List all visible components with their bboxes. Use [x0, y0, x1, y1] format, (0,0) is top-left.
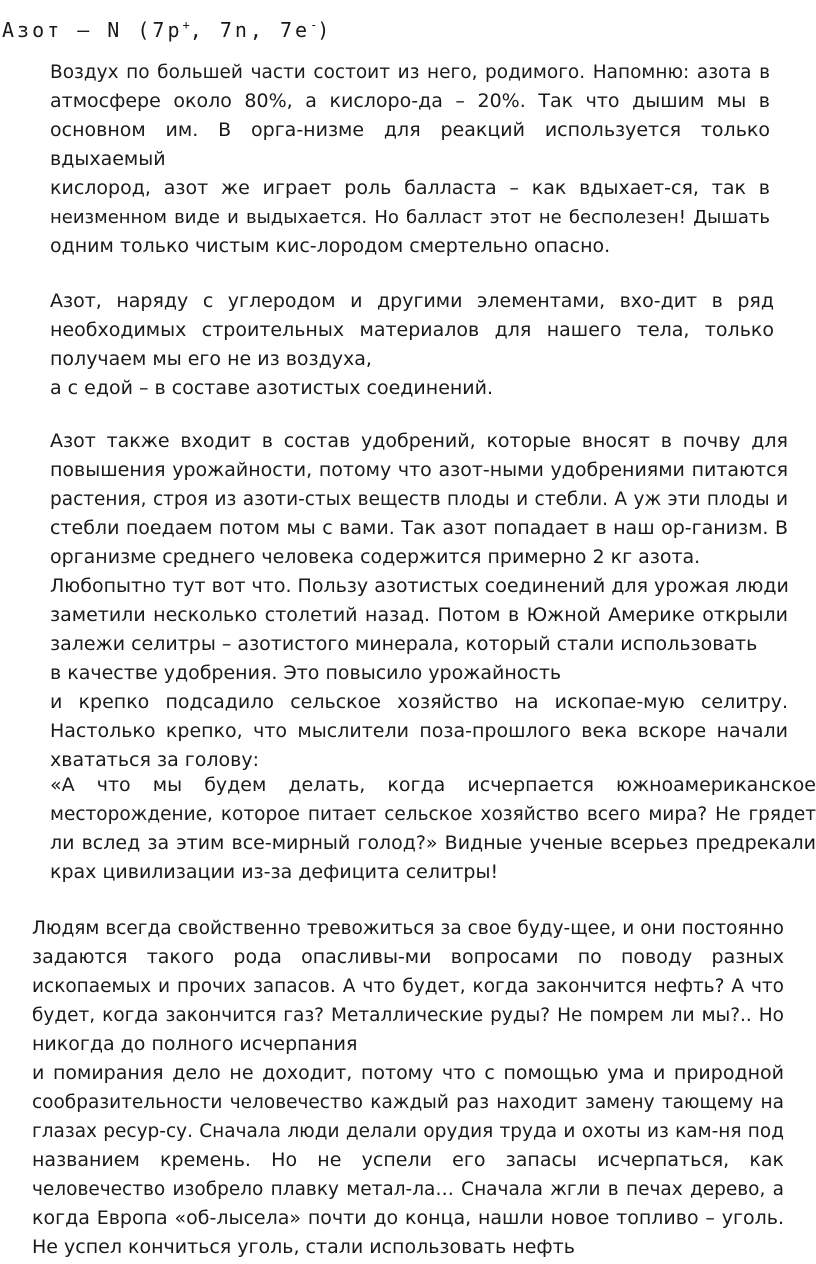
title-middle: , 7n, 7e	[189, 18, 311, 42]
text-line: Азот, наряду с углеродом и другими элементами, вхо-дит в ряд	[50, 290, 774, 312]
text-line: сообразительности человечество каждый раз находит замену тающему на	[32, 1092, 784, 1113]
document-title	[2, 12, 332, 43]
text-line: заметили несколько столетий назад. Потом в Южной Америке открыли	[50, 604, 788, 626]
title-plus-superscript: +	[182, 18, 190, 32]
text-line: стебли поедаем потом мы с вами. Так азот попадает в наш ор-ганизм. В	[50, 517, 788, 539]
text-line: атмосфере около 80%, а кислоро-да – 20%. Так что дышим мы в	[50, 90, 770, 112]
text-line: когда Европа «об-лысела» почти до конца, нашли новое топливо – уголь.	[32, 1207, 784, 1229]
paragraph-quote	[50, 771, 816, 887]
text-line: основном им. В орга-низме для реакций используется только	[50, 119, 770, 141]
title-minus-superscript: -	[310, 18, 318, 32]
text-line: глазах ресур-су. Сначала люди делали орудия труда и охоты из кам-ня под	[32, 1121, 784, 1142]
text-line: вдыхаемый	[50, 148, 166, 170]
text-line: залежи селитры – азотистого минерала, который стали использовать	[50, 633, 758, 655]
text-line: кислород, азот же играет роль балласта – как вдыхает-ся, так в	[50, 177, 770, 199]
text-line: необходимых строительных материалов для нашего тела, только	[50, 319, 774, 341]
text-line: человечество изобрело плавку метал-ла… Сначала жгли в печах дерево, а	[32, 1179, 784, 1200]
text-line: и помирания дело не доходит, потому что с помощью ума и природной	[32, 1062, 784, 1084]
title-prefix: Азот – N (7p	[2, 18, 183, 42]
text-line: получаем мы его не из воздуха,	[50, 348, 372, 370]
text-line: Любопытно тут вот что. Пользу азотистых соединений для урожая люди	[50, 575, 789, 597]
text-line: Не успел кончиться уголь, стали использовать нефть	[32, 1236, 575, 1258]
text-line: задаются такого рода опасливы-ми вопросами по поводу разных	[32, 946, 784, 968]
text-line: повышения урожайности, потому что азот-ными удобрениями питаются	[50, 459, 788, 481]
text-line: ископаемых и прочих запасов. А что будет, когда закончится нефть? А что	[32, 976, 784, 997]
text-line: и крепко подсадило сельское хозяйство на ископае-мую селитру.	[50, 691, 788, 713]
text-line: Воздух по большей части состоит из него, родимого. Напомню: азота в	[50, 62, 770, 83]
text-line: ли вслед за этим все-мирный голод?» Видные ученые всерьез предрекали	[50, 832, 816, 854]
text-line: Людям всегда свойственно тревожиться за свое буду-щее, и они постоянно	[32, 918, 784, 939]
paragraph-air-composition	[50, 58, 770, 261]
text-line: в качестве удобрения. Это повысило урожайность	[50, 662, 562, 684]
text-line: будет, когда закончится газ? Металлические руды? Не помрем ли мы?.. Но	[32, 1005, 784, 1026]
text-line: неизменном виде и выдыхается. Но балласт этот не бесполезен! Дышать	[50, 207, 770, 228]
paragraph-building-material	[50, 287, 774, 403]
text-line: крах цивилизации из-за дефицита селитры!	[50, 861, 499, 883]
paragraph-fertilizers	[50, 427, 788, 775]
text-line: никогда до полного исчерпания	[32, 1033, 358, 1055]
text-line: растения, строя из азоти-стых веществ плоды и стебли. А уж эти плоды и	[50, 489, 788, 510]
text-line: хвататься за голову:	[50, 749, 259, 771]
text-line: «А что мы будем делать, когда исчерпается южноамериканское	[50, 774, 816, 796]
text-line: Азот также входит в состав удобрений, которые вносят в почву для	[50, 430, 788, 452]
text-line: названием кремень. Но не успели его запасы исчерпаться, как	[32, 1149, 784, 1171]
title-suffix: )	[317, 18, 333, 42]
paragraph-resources	[32, 914, 784, 1262]
text-line: одним только чистым кис-лородом смертельно опасно.	[50, 235, 611, 257]
text-line: месторождение, которое питает сельское хозяйство всего мира? Не грядет	[50, 804, 816, 825]
text-line: организме среднего человека содержится примерно 2 кг азота.	[50, 546, 701, 568]
text-line: Настолько крепко, что мыслители поза-прошлого века вскоре начали	[50, 720, 788, 742]
text-line: а с едой – в составе азотистых соединений.	[50, 377, 494, 399]
